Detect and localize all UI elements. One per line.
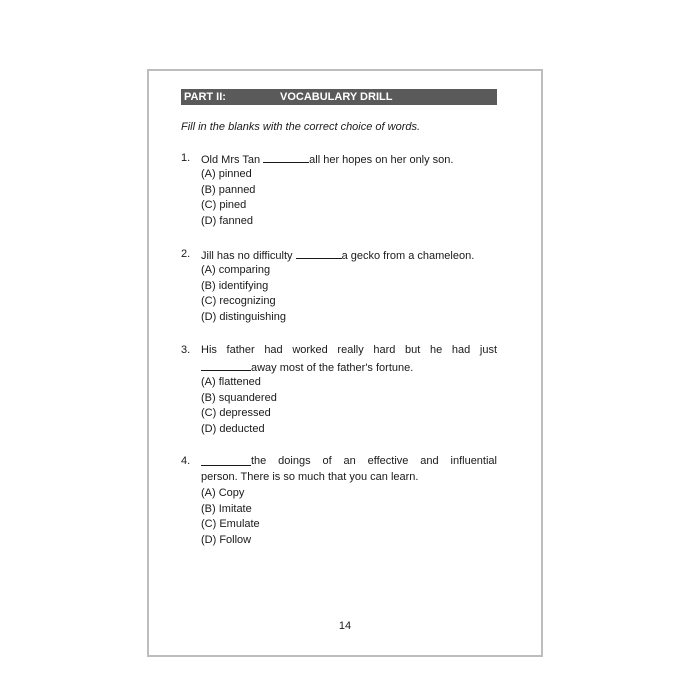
question-stem-line-2 xyxy=(201,359,413,377)
question-stem-line-1: His father had worked really hard but he had just xyxy=(201,344,497,356)
option-list xyxy=(181,263,497,325)
option-b: (B) Imitate xyxy=(201,502,252,515)
option-c: (C) Emulate xyxy=(201,518,260,531)
answer-blank xyxy=(201,454,251,466)
option-a: (A) Copy xyxy=(201,487,245,499)
stem-before-blank: Old Mrs Tan xyxy=(201,154,261,166)
option-list xyxy=(181,167,497,229)
option-d: (D) deducted xyxy=(201,422,265,435)
stem-after-blank: the doings of an effective and influential xyxy=(251,455,497,467)
option-a: (A) flattened xyxy=(201,376,261,388)
answer-blank xyxy=(296,247,342,259)
section-header-bar xyxy=(181,89,497,105)
option-a: (A) comparing xyxy=(201,264,271,276)
document-page xyxy=(147,69,543,657)
option-c: (C) pined xyxy=(201,199,247,212)
option-c: (C) recognizing xyxy=(201,295,276,308)
answer-blank xyxy=(263,151,309,163)
question-3 xyxy=(181,343,497,437)
question-number: 4. xyxy=(181,455,191,467)
question-4 xyxy=(181,454,497,548)
option-c: (C) depressed xyxy=(201,407,271,420)
question-number: 3. xyxy=(181,344,191,356)
stem-before-blank: Jill has no difficulty xyxy=(201,250,293,262)
question-2 xyxy=(181,247,497,325)
section-part-label: PART II: xyxy=(184,91,226,103)
question-stem-line-1 xyxy=(201,454,497,470)
option-d: (D) distinguishing xyxy=(201,310,286,323)
question-number: 1. xyxy=(181,152,191,164)
question-stem xyxy=(201,247,474,265)
option-b: (B) panned xyxy=(201,183,256,196)
stem-after-blank: a gecko from a chameleon. xyxy=(341,250,475,262)
question-stem-line-2: person. There is so much that you can learn. xyxy=(201,471,419,483)
section-title: VOCABULARY DRILL xyxy=(280,91,393,103)
instruction-text: Fill in the blanks with the correct choice of words. xyxy=(181,121,421,133)
option-b: (B) identifying xyxy=(201,279,269,292)
stem-after-blank: away most of the father's fortune. xyxy=(251,362,414,374)
option-b: (B) squandered xyxy=(201,391,277,404)
question-number: 2. xyxy=(181,248,191,260)
answer-blank xyxy=(201,359,251,371)
option-d: (D) Follow xyxy=(201,533,252,546)
option-d: (D) fanned xyxy=(201,214,253,227)
page-number: 14 xyxy=(338,620,352,632)
option-list xyxy=(181,375,497,437)
option-a: (A) pinned xyxy=(201,168,252,180)
option-list xyxy=(181,486,497,548)
question-stem xyxy=(201,151,453,169)
question-1 xyxy=(181,151,497,229)
stem-after-blank: all her hopes on her only son. xyxy=(309,154,454,166)
